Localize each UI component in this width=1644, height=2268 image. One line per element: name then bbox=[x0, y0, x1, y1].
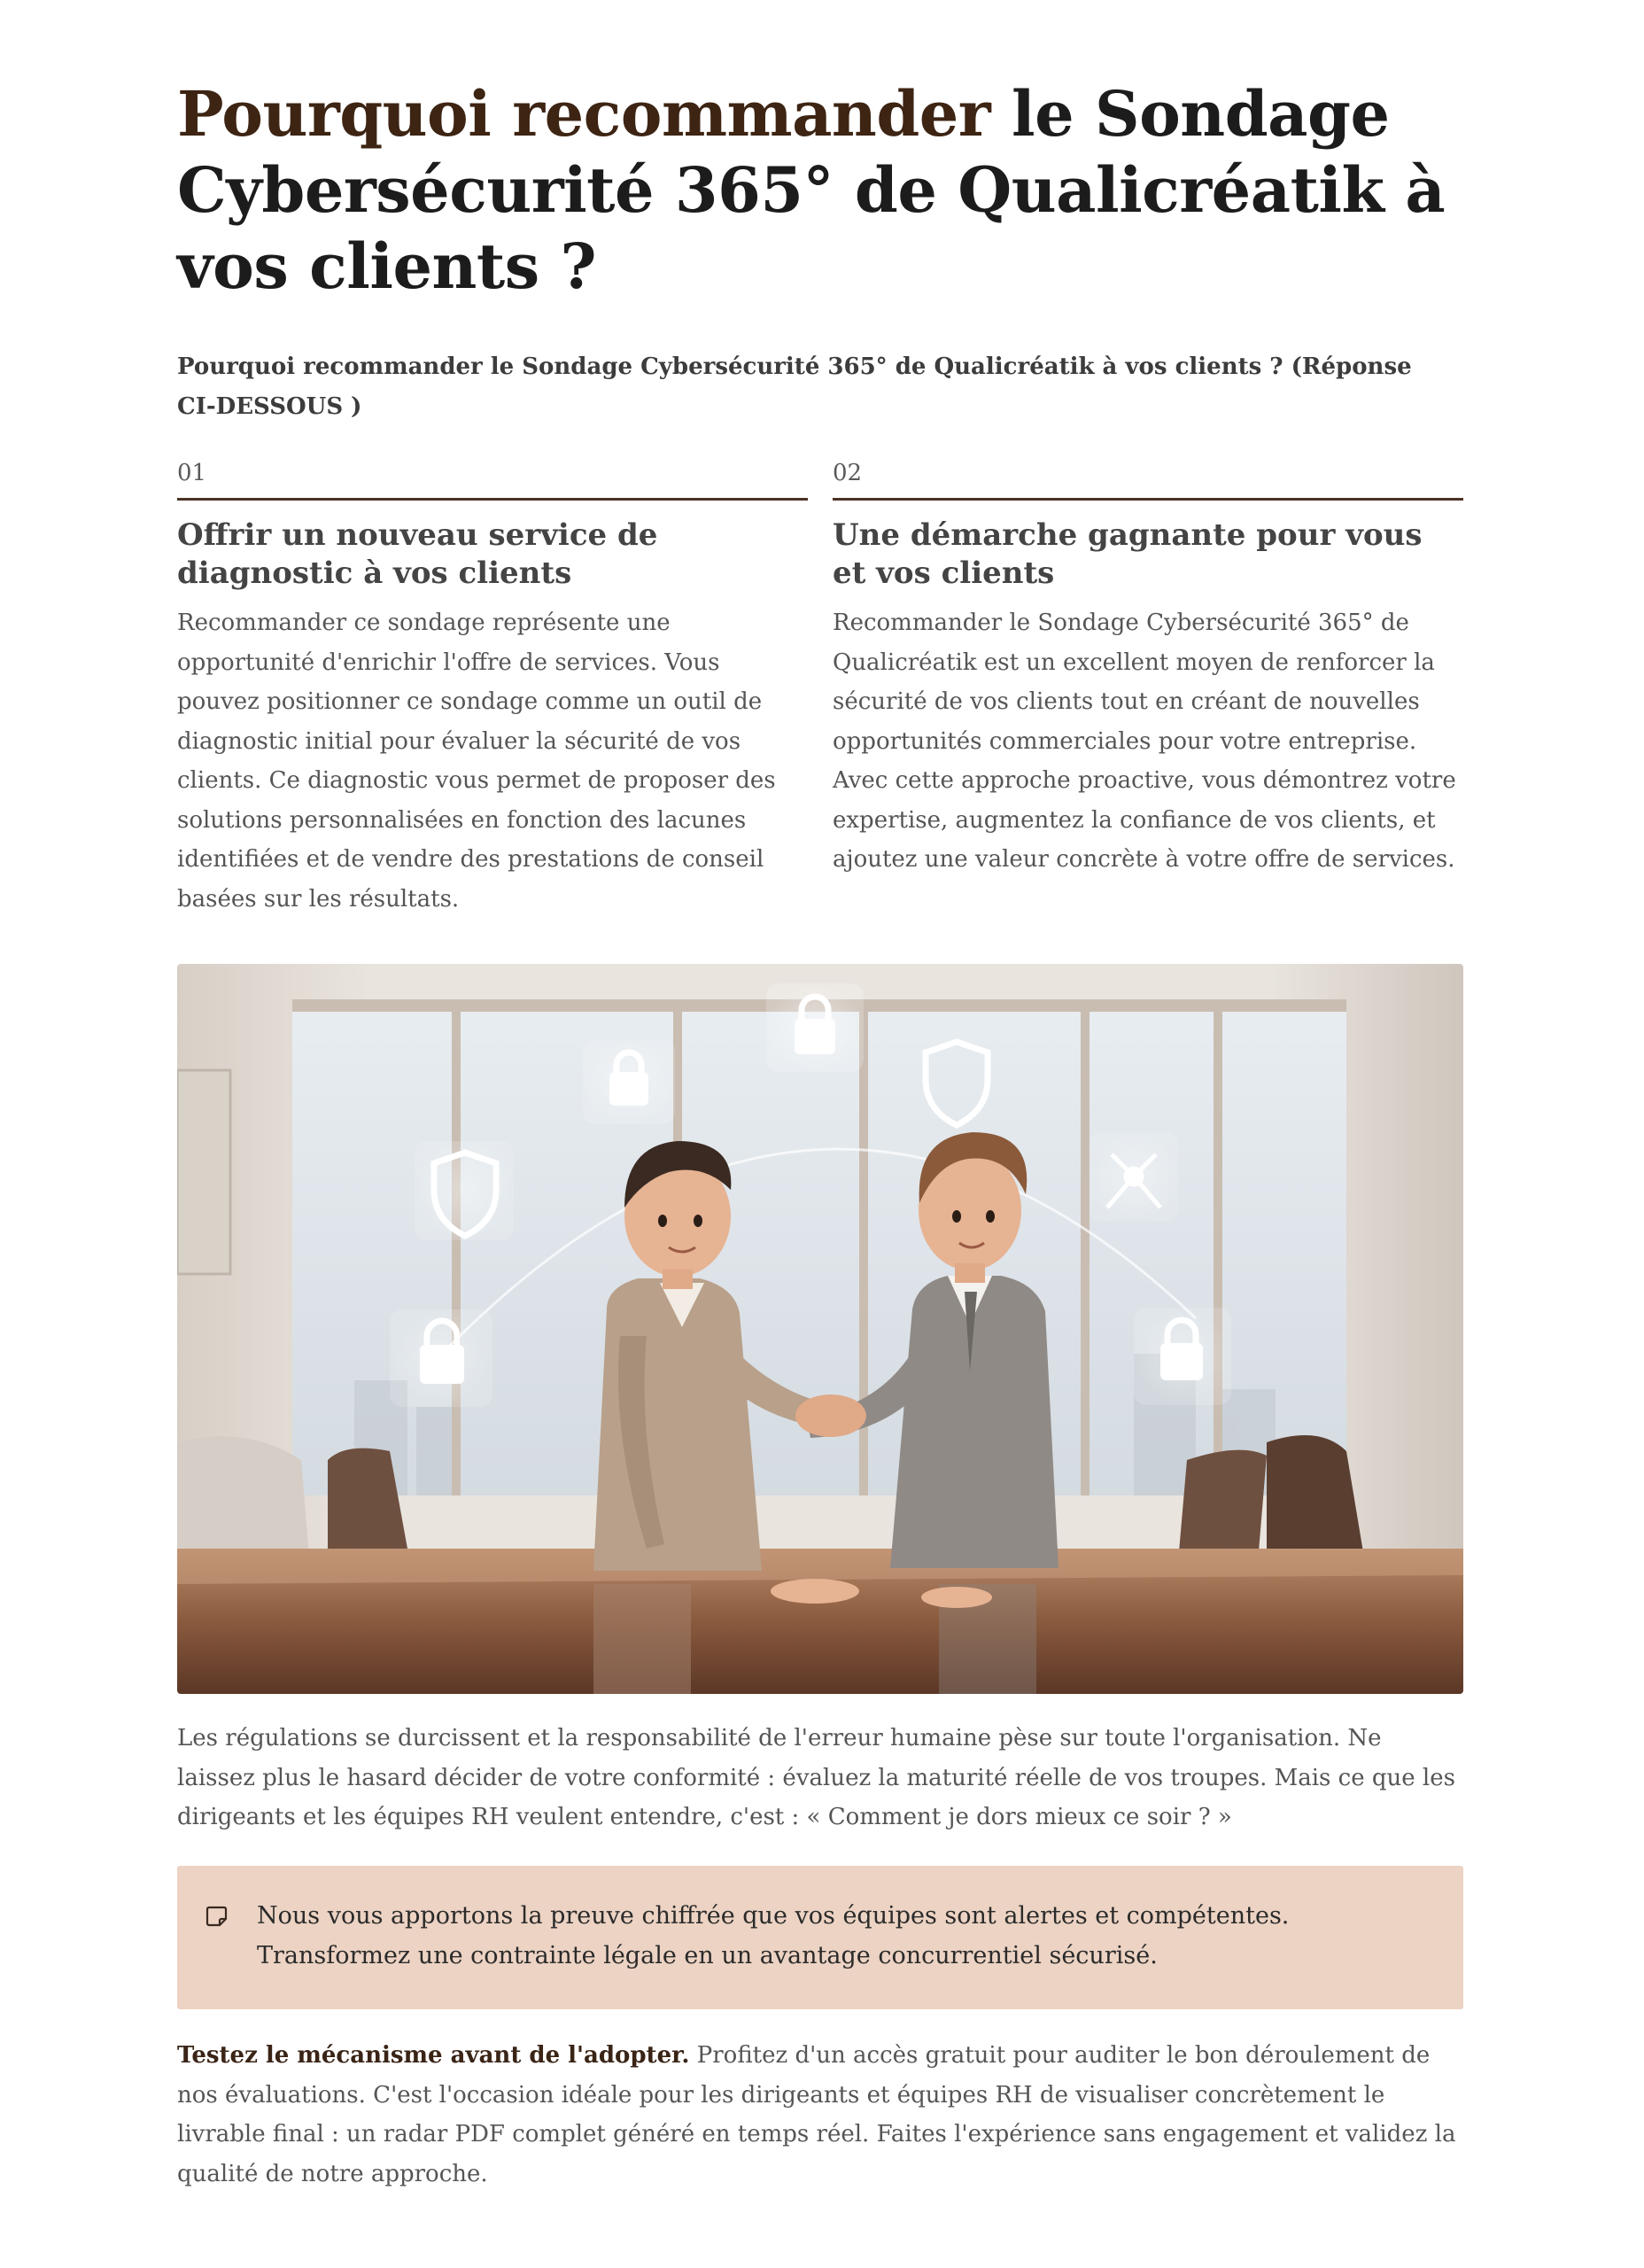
feature-heading: Une démarche gagnante pour vous et vos clients bbox=[833, 517, 1423, 591]
feature-column-1 bbox=[177, 452, 808, 919]
feature-number: 01 bbox=[177, 460, 207, 486]
callout-box bbox=[177, 1866, 1463, 2009]
paragraph-lead: Testez le mécanisme avant de l'adopter. bbox=[177, 2042, 690, 2069]
lock-icon bbox=[1134, 1308, 1231, 1405]
feature-number: 02 bbox=[833, 460, 863, 486]
feature-body: Recommander le Sondage Cybersécurité 365° de Qualicréatik est un excellent moyen de renforcer la sécurité de vos clients tout en créant de nouvelles opportunités commerciales pour votre entreprise. Avec cette approche proactive, vous démontrez votre expertise, augmentez la confiance de vos clients, et ajoutez une valeur concrète à votre offre de services. bbox=[833, 610, 1456, 873]
lock-icon bbox=[766, 983, 864, 1072]
feature-heading: Offrir un nouveau service de diagnostic à vos clients bbox=[177, 517, 658, 591]
title-rest: le Sondage Cybersécurité 365° de Qualicréatik à vos clients ? bbox=[177, 77, 1446, 303]
hero-image bbox=[177, 964, 1463, 1694]
shield-icon bbox=[415, 1141, 514, 1240]
callout-text: Nous vous apportons la preuve chiffrée que vos équipes sont alertes et compétentes. Transformez une contrainte légale en un avantage concurrentiel sécurisé. bbox=[257, 1902, 1290, 1969]
handshake bbox=[795, 1394, 866, 1437]
page-title bbox=[177, 76, 1463, 305]
lock-icon bbox=[390, 1309, 492, 1407]
lock-icon bbox=[583, 1039, 675, 1124]
note-icon bbox=[206, 1905, 229, 1928]
feature-column-2 bbox=[833, 452, 1463, 880]
divider bbox=[177, 498, 808, 501]
subtitle: Pourquoi recommander le Sondage Cybersécurité 365° de Qualicréatik à vos clients ? (Réponse CI-DESSOUS ) bbox=[177, 353, 1412, 420]
divider bbox=[833, 498, 1463, 501]
network-icon bbox=[1090, 1132, 1178, 1221]
paragraph-body: Profitez d'un accès gratuit pour auditer le bon déroulement de nos évaluations. C'est l'occasion idéale pour les dirigeants et équipes RH de visualiser concrètement le livrable final : un radar PDF complet généré en temps réel. Faites l'expérience sans engagement et validez la qualité de notre approche. bbox=[177, 2042, 1456, 2187]
title-accent: Pourquoi recommander bbox=[177, 77, 991, 151]
feature-body: Recommander ce sondage représente une opportunité d'enrichir l'offre de services. Vous pouvez positionner ce sondage comme un outil de diagnostic initial pour évaluer la sécurité de vos clients. Ce diagnostic vous permet de proposer des solutions personnalisées en fonction des lacunes identifiées et de vendre des prestations de conseil basées sur les résultats. bbox=[177, 610, 776, 913]
body-paragraph: Les régulations se durcissent et la responsabilité de l'erreur humaine pèse sur toute l'organisation. Ne laissez plus le hasard décider de votre conformité : évaluez la maturité réelle de vos troupes. Mais ce que les dirigeants et les équipes RH veulent entendre, c'est : « Comment je dors mieux ce soir ? » bbox=[177, 1725, 1455, 1830]
handshake-illustration bbox=[177, 964, 1463, 1694]
body-paragraph bbox=[177, 2036, 1463, 2194]
